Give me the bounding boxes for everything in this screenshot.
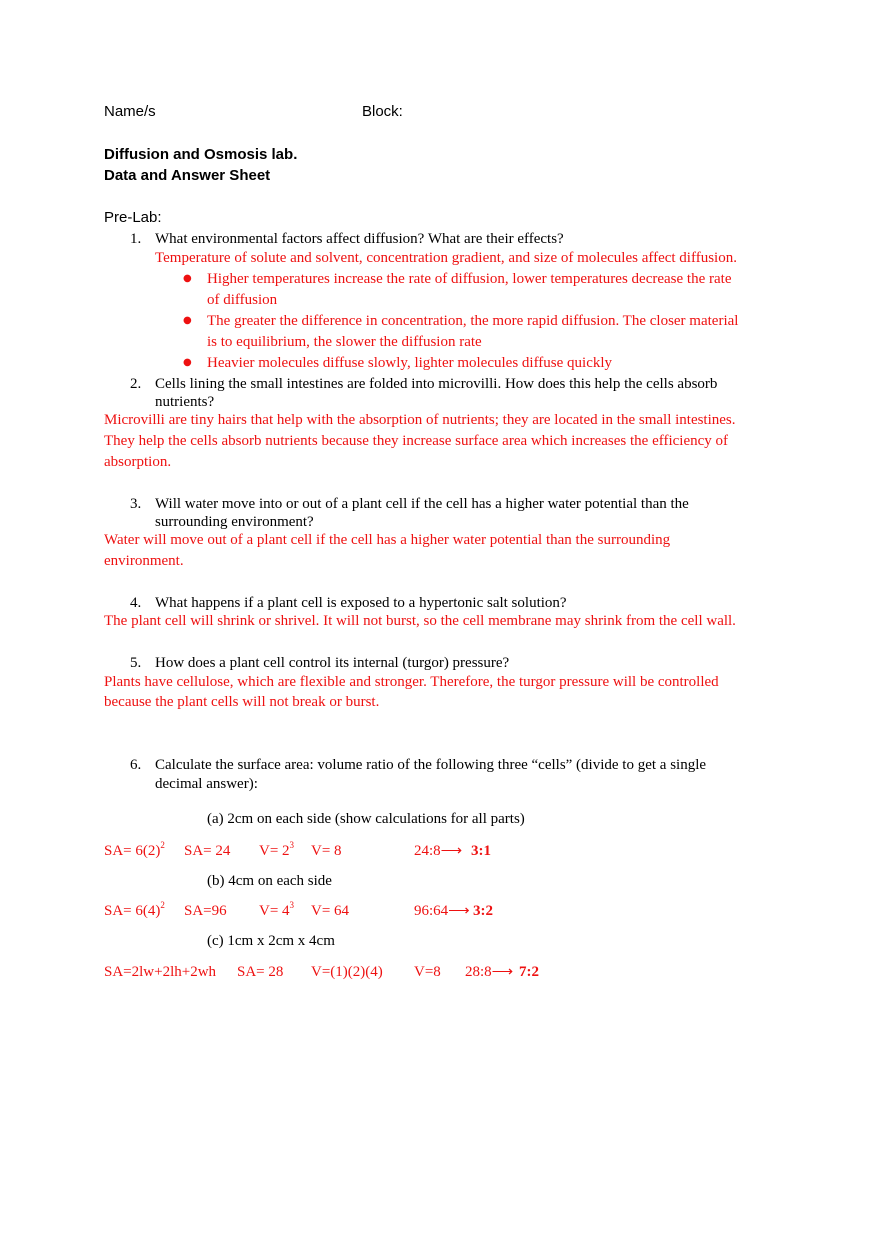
- document-title: Diffusion and Osmosis lab.: [104, 146, 298, 163]
- part-a-label: (a) 2cm on each side (show calculations for all parts): [207, 811, 525, 827]
- part-c-v-value: V=8: [414, 964, 441, 980]
- bullet-icon: ●: [183, 315, 192, 326]
- answer-2-line-2: They help the cells absorb nutrients because they increase surface area which increases the efficiency of: [104, 433, 729, 449]
- question-6-text-cont: decimal answer):: [155, 776, 258, 792]
- part-c-result: 7:2: [519, 964, 539, 980]
- part-b-v-value: V= 64: [311, 903, 350, 919]
- answer-1-text: Temperature of solute and solvent, concentration gradient, and size of molecules affect diffusion.: [155, 250, 737, 266]
- question-number: 6.: [130, 757, 142, 773]
- question-number: 1.: [130, 231, 142, 247]
- question-number: 2.: [130, 376, 142, 392]
- part-c-ratio: 28:8⟶: [465, 964, 514, 980]
- question-3-text: Will water move into or out of a plant cell if the cell has a higher water potential than the: [155, 496, 689, 512]
- answer-1-bullet-1: Higher temperatures increase the rate of diffusion, lower temperatures decrease the rate: [207, 271, 732, 287]
- part-a-ratio: 24:8⟶: [414, 843, 463, 859]
- document-subtitle: Data and Answer Sheet: [104, 167, 271, 184]
- part-a-v-value: V= 8: [311, 843, 342, 859]
- answer-5-line-2: because the plant cells will not break or burst.: [104, 694, 380, 710]
- bullet-icon: ●: [183, 357, 192, 368]
- part-a-sa-formula: $SA= 6(2)^2$: [104, 840, 165, 859]
- answer-4-line-1: The plant cell will shrink or shrivel. It will not burst, so the cell membrane may shrink from the cell wall.: [104, 613, 736, 629]
- part-c-sa-value: SA= 28: [237, 964, 284, 980]
- part-b-sa-formula: $SA= 6(4)^2$: [104, 900, 165, 919]
- question-4-text: What happens if a plant cell is exposed to a hypertonic salt solution?: [155, 595, 567, 611]
- part-a-v-formula: $V= 2^3$: [259, 840, 295, 859]
- question-number: 4.: [130, 595, 142, 611]
- part-b-ratio: 96:64⟶: [414, 903, 470, 919]
- question-number: 5.: [130, 655, 142, 671]
- part-c-sa-formula: SA=2lw+2lh+2wh: [104, 964, 217, 980]
- question-2-text: Cells lining the small intestines are folded into microvilli. How does this help the cells absorb: [155, 376, 718, 392]
- answer-3-line-1: Water will move out of a plant cell if the cell has a higher water potential than the surrounding: [104, 532, 671, 548]
- question-3-text-cont: surrounding environment?: [155, 514, 314, 530]
- question-5-text: How does a plant cell control its internal (turgor) pressure?: [155, 655, 510, 671]
- bullet-icon: ●: [183, 273, 192, 284]
- answer-5-line-1: Plants have cellulose, which are flexible and stronger. Therefore, the turgor pressure will be controlled: [104, 674, 719, 690]
- answer-3-line-2: environment.: [104, 553, 184, 569]
- part-b-result: 3:2: [473, 903, 493, 919]
- answer-1-bullet-3: Heavier molecules diffuse slowly, lighter molecules diffuse quickly: [207, 355, 613, 371]
- question-number: 3.: [130, 496, 142, 512]
- names-label: Name/s: [104, 103, 156, 120]
- answer-2-line-1: Microvilli are tiny hairs that help with the absorption of nutrients; they are located in the small intestines.: [104, 412, 736, 428]
- answer-1-bullet-2: The greater the difference in concentration, the more rapid diffusion. The closer material: [207, 313, 739, 329]
- question-6-text: Calculate the surface area: volume ratio of the following three “cells” (divide to get a single: [155, 757, 707, 773]
- part-c-label: (c) 1cm x 2cm x 4cm: [207, 933, 335, 949]
- part-c-v-formula: V=(1)(2)(4): [311, 964, 383, 980]
- answer-1-bullet-1-cont: of diffusion: [207, 292, 278, 308]
- question-2-text-cont: nutrients?: [155, 394, 215, 410]
- part-a-result: 3:1: [471, 843, 491, 859]
- part-b-label: (b) 4cm on each side: [207, 873, 332, 889]
- part-a-sa-value: SA= 24: [184, 843, 231, 859]
- section-heading: Pre-Lab:: [104, 209, 162, 226]
- answer-1-bullet-2-cont: is to equilibrium, the slower the diffusion rate: [207, 334, 482, 350]
- block-label: Block:: [362, 103, 403, 120]
- answer-2-line-3: absorption.: [104, 454, 172, 470]
- part-b-v-formula: $V= 4^3$: [259, 900, 295, 919]
- part-b-sa-value: SA=96: [184, 903, 227, 919]
- question-1-text: What environmental factors affect diffusion? What are their effects?: [155, 231, 564, 247]
